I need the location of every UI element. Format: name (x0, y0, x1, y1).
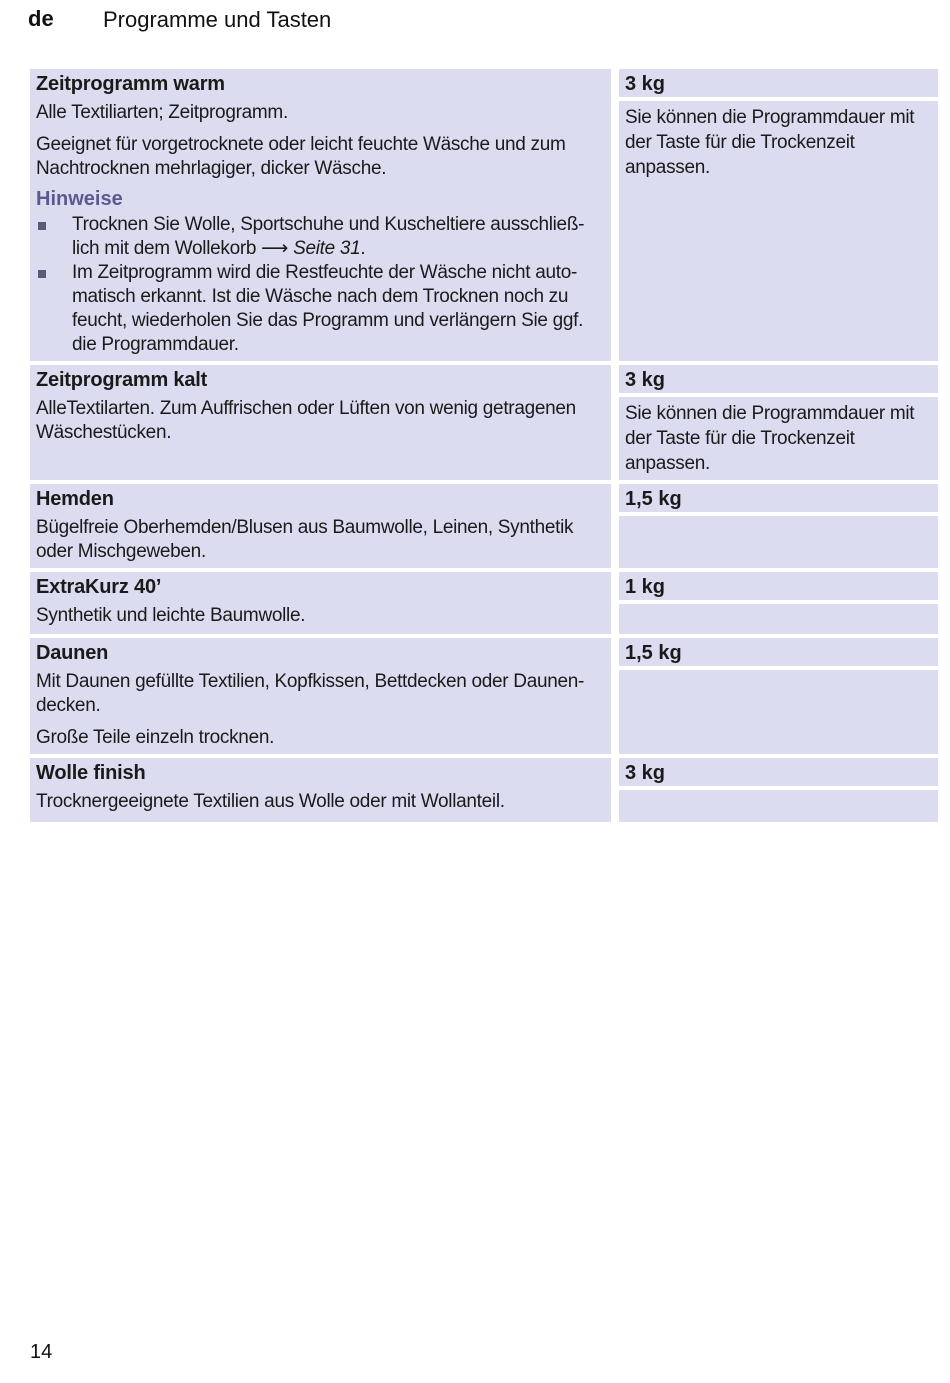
program-row (30, 638, 938, 754)
program-text: Synthetik und leichte Baumwolle. (36, 605, 306, 626)
program-title: ExtraKurz 40’ (36, 576, 162, 598)
program-text: Große Teile einzeln trocknen. (36, 727, 275, 748)
max-load: 3 kg (619, 69, 938, 101)
program-load (619, 758, 938, 822)
program-title: Wolle finish (36, 762, 146, 784)
hints-heading: Hinweise (36, 188, 123, 210)
program-load (619, 69, 938, 361)
program-row (30, 484, 938, 568)
hint-item (36, 261, 611, 357)
program-note: Sie können die Programmdauer mit der Taste für die Trockenzeit anpassen. (619, 101, 938, 361)
program-note: Sie können die Programmdauer mit der Taste für die Trockenzeit anpassen. (619, 397, 938, 480)
program-description (30, 638, 611, 754)
max-load: 3 kg (619, 365, 938, 397)
program-text: Alle Textiliarten; Zeitprogramm. (36, 102, 288, 123)
program-description (30, 365, 611, 480)
hint-text: Im Zeitprogramm wird die Restfeuchte der Wäsche nicht auto-matisch erkannt. Ist die Wäsche nach dem Trocknen noch zu feucht, wiederholen Sie das Programm und verlängern Sie ggf. die Programmdauer. (72, 262, 584, 355)
hint-text: Trocknen Sie Wolle, Sportschuhe und Kuscheltiere ausschließ-lich mit dem Wollekorb (72, 214, 585, 259)
page-number: 14 (30, 1341, 53, 1363)
program-row (30, 758, 938, 822)
program-title: Zeitprogramm kalt (36, 369, 208, 391)
program-row (30, 365, 938, 480)
max-load: 1,5 kg (619, 484, 938, 516)
program-text: Bügelfreie Oberhemden/Blusen aus Baumwolle, Leinen, Synthetik oder Mischgeweben. (36, 517, 574, 562)
program-text: Trocknergeeignete Textilien aus Wolle oder mit Wollanteil. (36, 791, 505, 812)
page-reference-link[interactable]: Seite 31 (293, 238, 361, 259)
program-description (30, 484, 611, 568)
arrow-right-icon: ⟶ (261, 238, 289, 259)
program-description (30, 758, 611, 822)
max-load: 1 kg (619, 572, 938, 604)
program-row (30, 69, 938, 361)
max-load: 1,5 kg (619, 638, 938, 670)
program-text: Mit Daunen gefüllte Textilien, Kopfkissen, Bettdecken oder Daunen-decken. (36, 671, 585, 716)
hint-item (36, 213, 611, 261)
program-load (619, 572, 938, 634)
program-text: Geeignet für vorgetrocknete oder leicht feuchte Wäsche und zum Nachtrocknen mehrlagiger, dicker Wäsche. (36, 134, 566, 179)
program-load (619, 638, 938, 754)
bullet-square-icon (36, 261, 72, 357)
program-load (619, 484, 938, 568)
program-description (30, 69, 611, 361)
program-load (619, 365, 938, 480)
bullet-square-icon (36, 213, 72, 261)
max-load: 3 kg (619, 758, 938, 790)
language-code: de (28, 6, 54, 31)
program-text: AlleTextilarten. Zum Auffrischen oder Lüften von wenig getragenen Wäschestücken. (36, 398, 576, 443)
program-row (30, 572, 938, 634)
program-table (30, 69, 938, 822)
program-description (30, 572, 611, 634)
section-title: Programme und Tasten (103, 7, 332, 32)
program-title: Zeitprogramm warm (36, 73, 225, 95)
hint-end: . (360, 238, 366, 259)
program-title: Hemden (36, 488, 114, 510)
program-title: Daunen (36, 642, 109, 664)
